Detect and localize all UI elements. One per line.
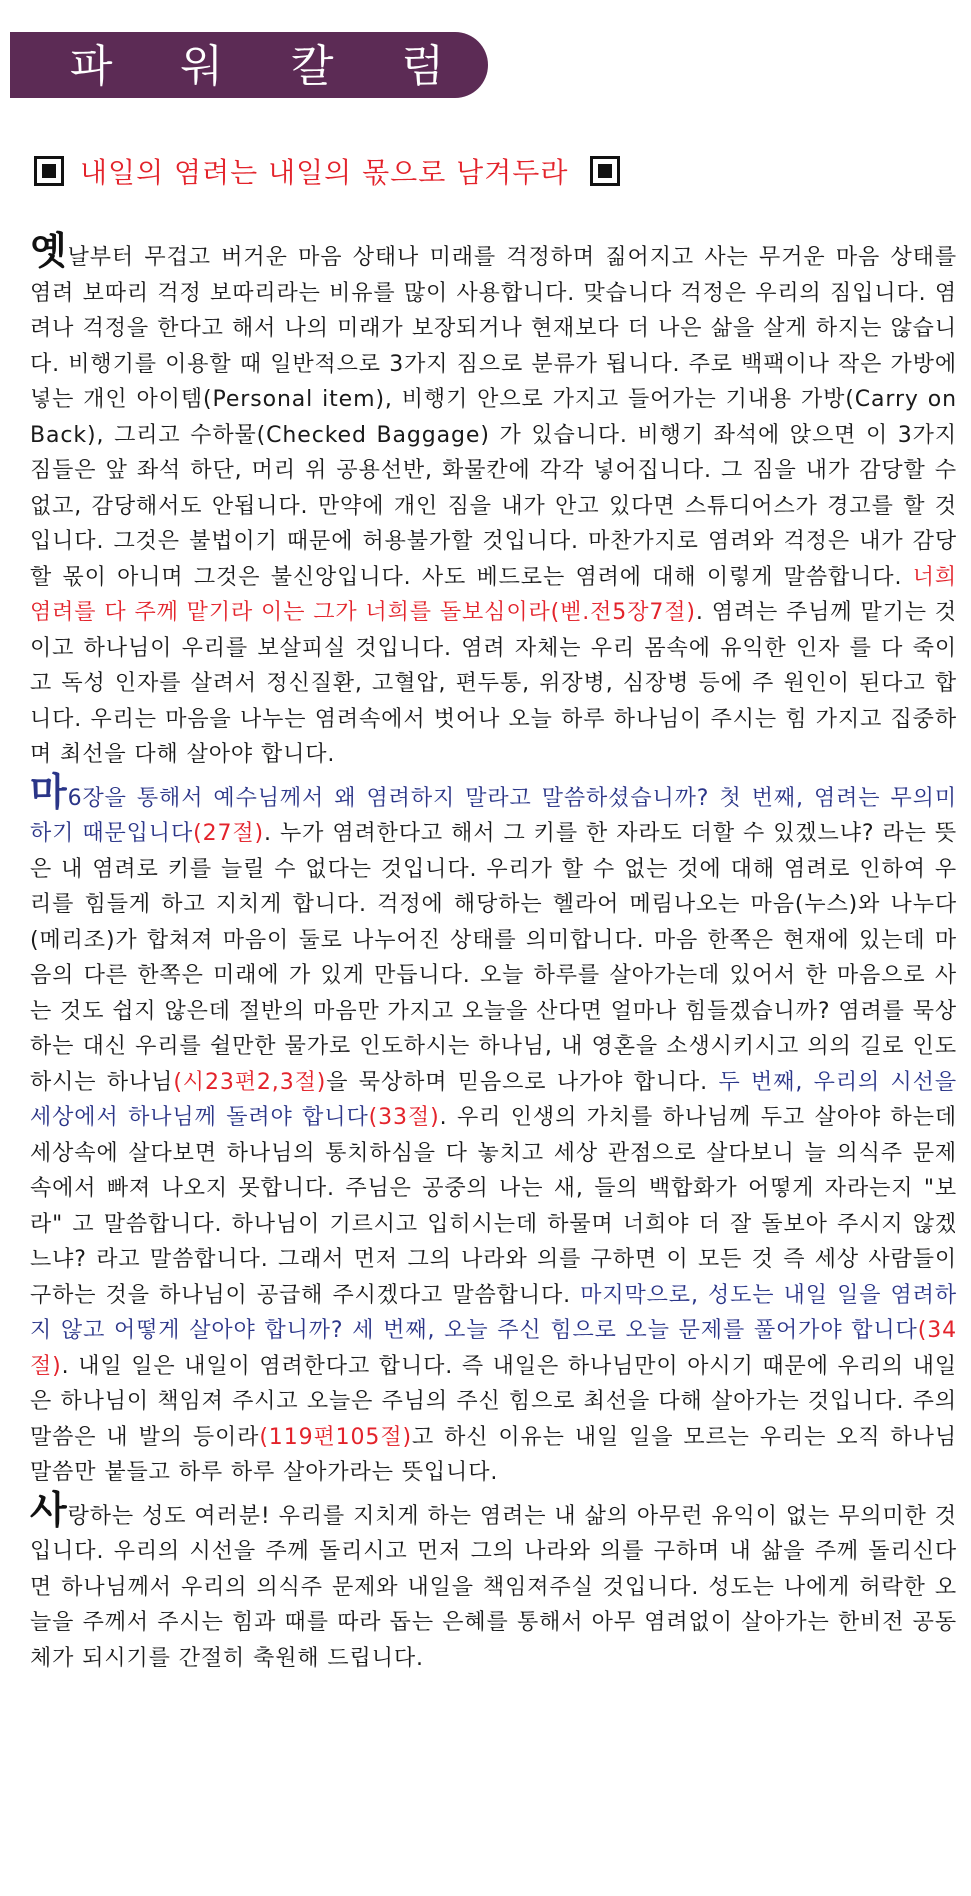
text-segment: 고 하신 이유는 내일 일을 모르는 우리는 오직 하나님 말씀만 붙들고 하루 하루 살아가라는 뜻입니다. <box>30 1424 957 1485</box>
scripture-quote: 너희 염려를 다 주께 맡기라 이는 그가 너희를 돌보심이라(벧.전5장7절) <box>30 564 957 625</box>
subtitle-row <box>34 148 620 194</box>
dropcap: 옛 <box>30 229 68 273</box>
page-title: 파 워 칼 럼 <box>70 41 471 92</box>
square-bullet-icon <box>34 156 64 186</box>
point-heading: 두 번째, 우리의 시선을 세상에서 하나님께 돌려야 합니다 <box>30 1069 957 1130</box>
text-segment: . 우리 인생의 가치를 하나님께 두고 살아야 하는데 세상속에 살다보면 하나님의 통치하심을 다 놓치고 세상 관점으로 살다보니 늘 의식주 문제 속에서 빠져 나오지 못합니다. 주님은 공중의 나는 새, 들의 백합화가 어떻게 자라는지 "보라" 고 말씀합니다. 하나님이 기르시고 입히시는데 하물며 너희야 더 잘 돌보아 주시지 않겠느냐? 라고 말씀합니다. 그래서 먼저 그의 나라와 의를 구하면 이 모든 것 즉 세상 사람들이 구하는 것을 하나님이 공급해 주시겠다고 말씀합니다. <box>30 1105 958 1308</box>
text-segment: . 염려는 주님께 맡기는 것이고 하나님이 우리를 보살피실 것입니다. 염려 자체는 우리 몸속에 유익한 인자 를 다 죽이고 독성 인자를 살려서 정신질환, 고혈압, 편두통, 위장병, 심장병 등에 주 원인이 된다고 합니다. 우리는 마음을 나누는 염려속에서 벗어나 오늘 하루 하나님이 주시는 힘 가지고 집중하며 최선을 다해 살아야 합니다. <box>30 600 957 767</box>
text-segment: 을 묵상하며 믿음으로 나가야 합니다. <box>326 1069 719 1095</box>
text-segment: . 내일 일은 내일이 염려한다고 합니다. 즉 내일은 하나님만이 아시기 때문에 우리의 내일은 하나님이 책임져 주시고 오늘은 주님의 주신 힘으로 최선을 다해 살아가는 것입니다. 주의 말씀은 내 발의 등이라 <box>30 1353 957 1450</box>
text-segment: 랑하는 성도 여러분! 우리를 지치게 하는 염려는 내 삶의 아무런 유익이 없는 무의미한 것입니다. 우리의 시선을 주께 돌리시고 먼저 그의 나라와 의를 구하며 내 삶을 주께 돌리신다면 하나님께서 우리의 의식주 문제와 내일을 책임져주실 것입니다. 성도는 나에게 허락한 오늘을 주께서 주시는 힘과 때를 따라 돕는 은혜를 통해서 아무 염려없이 살아가는 한비전 공동체가 되시기를 간절히 축원해 드립니다. <box>30 1503 957 1671</box>
verse-reference: (34절) <box>30 1318 957 1379</box>
article-subtitle: 내일의 염려는 내일의 몫으로 남겨두라 <box>80 156 569 189</box>
square-bullet-icon <box>590 156 620 186</box>
verse-reference: (119편105절) <box>259 1424 412 1450</box>
text-segment: . 누가 염려한다고 해서 그 키를 한 자라도 더할 수 있겠느냐? 라는 뜻은 내 염려로 키를 늘릴 수 없다는 것입니다. 우리가 할 수 없는 것에 대해 염려로 인하여 우리를 힘들게 하고 지치게 합니다. 걱정에 해당하는 헬라어 메림나오는 마음(누스)와 나누다(메리조)가 합쳐져 마음이 둘로 나누어진 상태를 의미합니다. 마음 한쪽은 현재에 있는데 마음의 다른 한쪽은 미래에 가 있게 만듭니다. 오늘 하루를 살아가는데 있어서 한 마음으로 사는 것도 쉽지 않은데 절반의 마음만 가지고 오늘을 산다면 얼마나 힘들겠습니까? 염려를 묵상하는 대신 우리를 쉴만한 물가로 인도하시는 하나님, 내 영혼을 소생시키시고 의의 길로 인도하시는 하나님 <box>30 821 957 1095</box>
verse-reference: (27절) <box>193 821 265 846</box>
point-heading: 6장을 통해서 예수님께서 왜 염려하지 말라고 말씀하셨습니까? 첫 번째, 염려는 무의미하기 때문입니다 <box>30 785 957 846</box>
paragraph-1 <box>30 229 957 773</box>
dropcap: 마 <box>30 769 68 814</box>
text-segment: 날부터 무겁고 버거운 마음 상태나 미래를 걱정하며 짊어지고 사는 무거운 마음 상태를 염려 보따리 걱정 보따리라는 비유를 많이 사용합니다. 맞습니다 걱정은 우리의 짐입니다. 염려나 걱정을 한다고 해서 나의 미래가 보장되거나 현재보다 더 나은 삶을 살게 하지는 않습니다. 비행기를 이용할 때 일반적으로 3가지 짐으로 분류가 됩니다. 주로 백팩이나 작은 가방에 넣는 개인 아이템(Personal item), 비행기 안으로 가지고 들어가는 기내용 가방(Carry on Back), 그리고 수하물(Checked Baggage) 가 있습니다. 비행기 좌석에 앉으면 이 3가지 짐들은 앞 좌석 하단, 머리 위 공용선반, 화물칸에 각각 넣어집니다. 그 짐을 내가 감당할 수 없고, 감당해서도 안됩니다. 만약에 개인 짐을 내가 안고 있다면 스튜디어스가 경고를 할 것입니다. 그것은 불법이기 때문에 허용불가할 것입니다. 마찬가지로 염려와 걱정은 내가 감당할 몫이 아니며 그것은 불신앙입니다. 사도 베드로는 염려에 대해 이렇게 말씀합니다. <box>30 245 957 590</box>
paragraph-3 <box>30 1487 957 1677</box>
verse-reference: (33절) <box>368 1105 440 1130</box>
article-body <box>30 229 958 1676</box>
point-heading: 마지막으로, 성도는 내일 일을 염려하지 않고 어떻게 살아야 합니까? 세 번째, 오늘 주신 힘으로 오늘 문제를 풀어가야 합니다 <box>30 1282 957 1343</box>
paragraph-2 <box>30 769 958 1491</box>
verse-reference: (시23편2,3절) <box>173 1069 327 1095</box>
dropcap: 사 <box>30 1487 68 1532</box>
